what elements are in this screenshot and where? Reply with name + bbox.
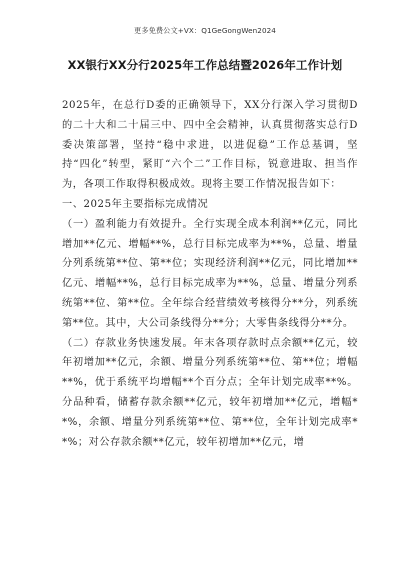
intro-paragraph: 2025年，在总行D委的正确领导下，XX分行深入学习贯彻D的二十大和二十届三中、四中全会精神，认真贯彻落实总行D委决策部署，坚持“稳中求进，以进促稳”工作总基调，坚持“四化”转型，紧盯“六个二”工作目标，锐意进取、担当作为，各项工作取得积极成效。现将主要工作情况报告如下： [62, 100, 358, 191]
document-title: XX银行XX分行2025年工作总结暨2026年工作计划 [67, 58, 343, 72]
profit-paragraph: （一）盈利能力有效提升。全行实现全成本利润**亿元，同比增加**亿元、增幅**%，总行目标完成率为**%，总量、增量分列系统第**位、第**位；实现经济利润**亿元，同比增加**亿元、增幅**%，总行目标完成率为**%，总量、增量分列系统第**位、第**位。全年综合经营绩效考核得分**分，列系统第**位。其中，大公司条线得分**分；大零售条线得分**分。 [62, 218, 358, 329]
deposit-paragraph: （二）存款业务快速发展。年末各项存款时点余额**亿元，较年初增加**亿元，余额、增量分列系统第**位、第**位；增幅**%，优于系统平均增幅**个百分点；全年计划完成率**%。分品种看，储蓄存款余额**亿元，较年初增加**亿元，增幅**%，余额、增量分列系统第**位、第**位，全年计划完成率**%；对公存款余额**亿元，较年初增加**亿元，增 [62, 337, 358, 448]
document-body [62, 96, 358, 452]
header-note: 更多免费公文+VX：Q1GeGongWen2024 [134, 26, 276, 35]
section-heading: 一、2025年主要指标完成情况 [62, 198, 209, 210]
